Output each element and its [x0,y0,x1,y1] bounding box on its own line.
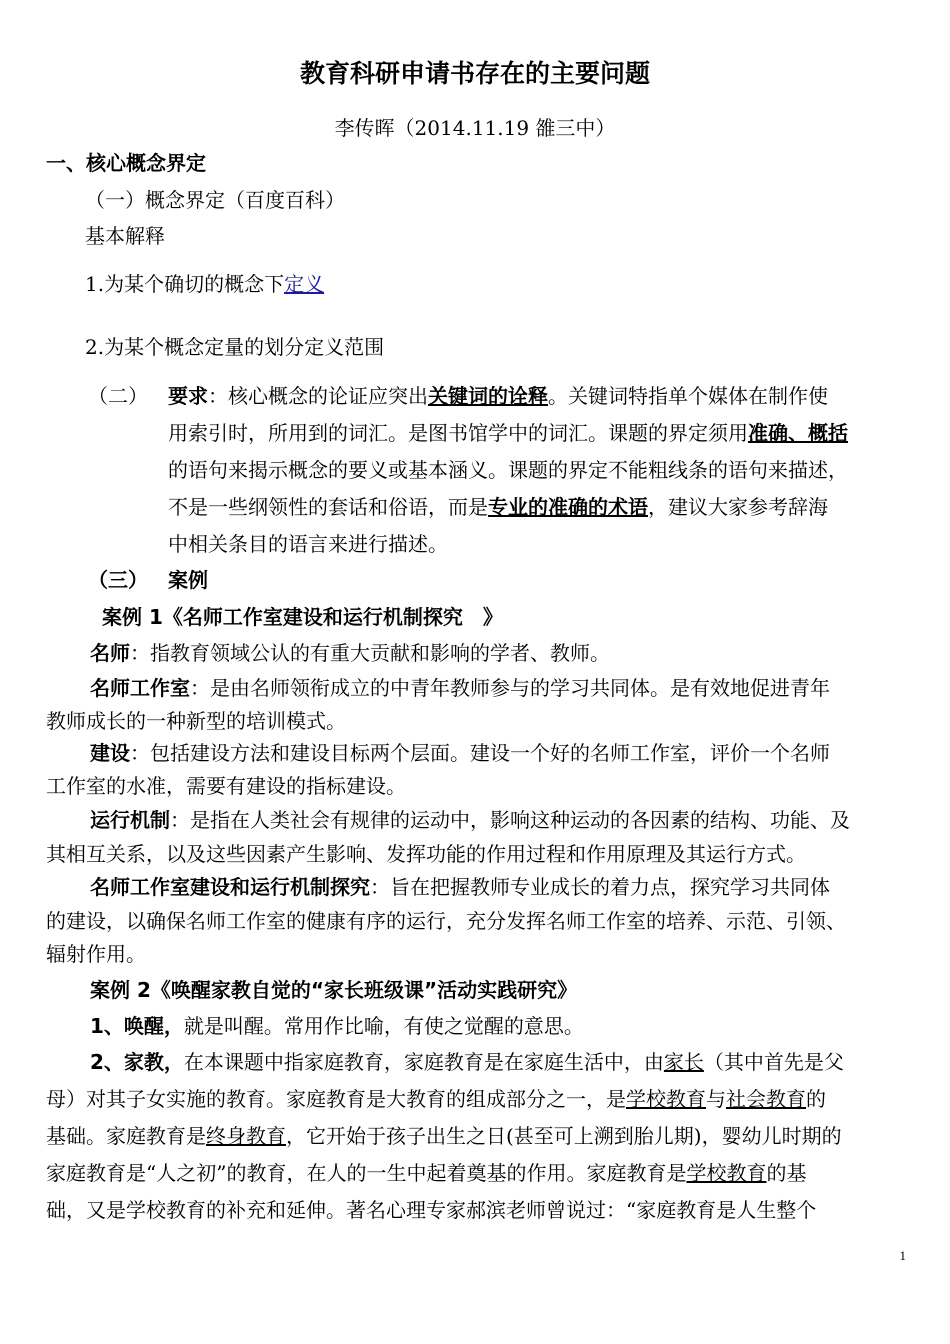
keyword-emphasis: 关键词的诠释 [428,384,548,408]
section-2-text: ：核心概念的论证应突出 [208,384,428,408]
section-2-line-1 [168,382,828,410]
term-label: 2、家教， [90,1050,184,1074]
paragraph-text: 母）对其子女实施的教育。家庭教育是大教育的组成部分之一，是 [46,1087,626,1111]
accuracy-emphasis: 准确、概括 [748,421,848,445]
section-2-text: 不是一些纲领性的套话和俗语，而是 [168,495,488,519]
case-2-paragraph-1 [90,1012,584,1040]
case-1-paragraph-5 [90,873,830,901]
case-2-paragraph-2-line-4 [46,1159,806,1187]
paragraph-text: 的 [806,1087,826,1111]
definition-item-2: 2.为某个概念定量的划分定义范围 [85,335,385,359]
term-definition: 就是叫醒。常用作比喻，有使之觉醒的意思。 [183,1014,584,1038]
term-definition: （其中首先是父 [703,1050,844,1074]
section-2-line-5: 中相关条目的语言来进行描述。 [168,532,448,556]
case-2-paragraph-2-line-5: 础，又是学校教育的补充和延伸。著名心理专家郝滨老师曾说过：“家庭教育是人生整个 [46,1198,817,1222]
definition-item-1 [85,270,324,298]
term-definition: ：包括建设方法和建设目标两个层面。建设一个好的名师工作室，评价一个名师 [130,741,830,765]
document-title: 教育科研申请书存在的主要问题 [299,59,650,88]
case-1-paragraph-4 [90,806,850,834]
school-education-link-2[interactable]: 学校教育 [686,1161,767,1185]
case-1-paragraph-4-cont: 其相互关系，以及这些因素产生影响、发挥功能的作用过程和作用原理及其运行方式。 [46,842,806,866]
paragraph-text: 基础。家庭教育是 [46,1124,206,1148]
section-2-text: 。关键词特指单个媒体在制作使 [548,384,828,408]
page-number: 1 [899,1248,906,1263]
case-1-title: 案例 1《名师工作室建设和运行机制探究 》 [102,605,503,629]
school-education-link[interactable]: 学校教育 [626,1087,706,1111]
case-1-paragraph-3-cont: 工作室的水准，需要有建设的指标建设。 [46,774,406,798]
terminology-emphasis: 专业的准确的术语 [488,495,648,519]
term-definition: ：是指在人类社会有规律的运动中，影响这种运动的各因素的结构、功能、及 [170,808,850,832]
section-2-text: 用索引时，所用到的词汇。是图书馆学中的词汇。课题的界定须用 [168,421,748,445]
case-1-paragraph-2 [90,674,830,702]
case-1-paragraph-5-cont-1: 的建设，以确保名师工作室的健康有序的运行，充分发挥名师工作室的培养、示范、引领、 [46,909,846,933]
paragraph-text: 与 [706,1087,726,1111]
term-definition: ：旨在把握教师专业成长的着力点，探究学习共同体 [370,875,830,899]
case-1-paragraph-2-cont: 教师成长的一种新型的培训模式。 [46,709,346,733]
definition-item-1-text: 1.为某个确切的概念下 [85,272,285,296]
case-1-paragraph-5-cont-2: 辐射作用。 [46,942,146,966]
author-line: 李传晖（2014.11.19 雒三中） [334,116,616,140]
section-2-line-3: 的语句来揭示概念的要义或基本涵义。课题的界定不能粗线条的语句来描述， [168,458,848,482]
term-label: 名师工作室建设和运行机制探究 [90,875,370,899]
section-2-line-2 [168,419,848,447]
case-2-paragraph-2 [90,1048,844,1076]
case-2-paragraph-2-line-3 [46,1122,842,1150]
term-definition: 在本课题中指家庭教育，家庭教育是在家庭生活中，由 [183,1050,664,1074]
requirement-label: 要求 [168,384,208,408]
subheading-concept-definition: （一）概念界定（百度百科） [85,188,345,212]
case-1-paragraph-3 [90,739,830,767]
term-definition: ：指教育领域公认的有重大贡献和影响的学者、教师。 [130,641,610,665]
section-3-number: （三） [88,568,148,592]
section-2-number: （二） [88,384,148,408]
paragraph-text: 家庭教育是“人之初”的教育，在人的一生中起着奠基的作用。家庭教育是 [46,1161,687,1185]
social-education-link[interactable]: 社会教育 [726,1087,806,1111]
heading-core-concepts: 一、核心概念界定 [46,151,206,175]
term-label: 名师 [90,641,130,665]
term-label: 1、唤醒， [90,1014,184,1038]
case-1-paragraph-1 [90,639,610,667]
parent-link[interactable]: 家长 [663,1050,704,1074]
basic-explanation-label: 基本解释 [85,224,165,248]
term-label: 运行机制 [90,808,170,832]
lifelong-education-link[interactable]: 终身教育 [206,1124,286,1148]
case-2-paragraph-2-line-2 [46,1085,826,1113]
term-definition: ：是由名师领衔成立的中青年教师参与的学习共同体。是有效地促进青年 [190,676,830,700]
term-label: 名师工作室 [90,676,190,700]
case-2-title: 案例 2《唤醒家教自觉的“家长班级课”活动实践研究》 [90,978,578,1002]
paragraph-text: ，它开始于孩子出生之日(甚至可上溯到胎儿期)，婴幼儿时期的 [286,1124,842,1148]
paragraph-text: 的基 [766,1161,807,1185]
section-3-title: 案例 [168,568,208,592]
definition-link[interactable]: 定义 [284,272,325,296]
section-2-text: ，建议大家参考辞海 [648,495,828,519]
section-2-line-4 [168,493,828,521]
term-label: 建设 [90,741,130,765]
